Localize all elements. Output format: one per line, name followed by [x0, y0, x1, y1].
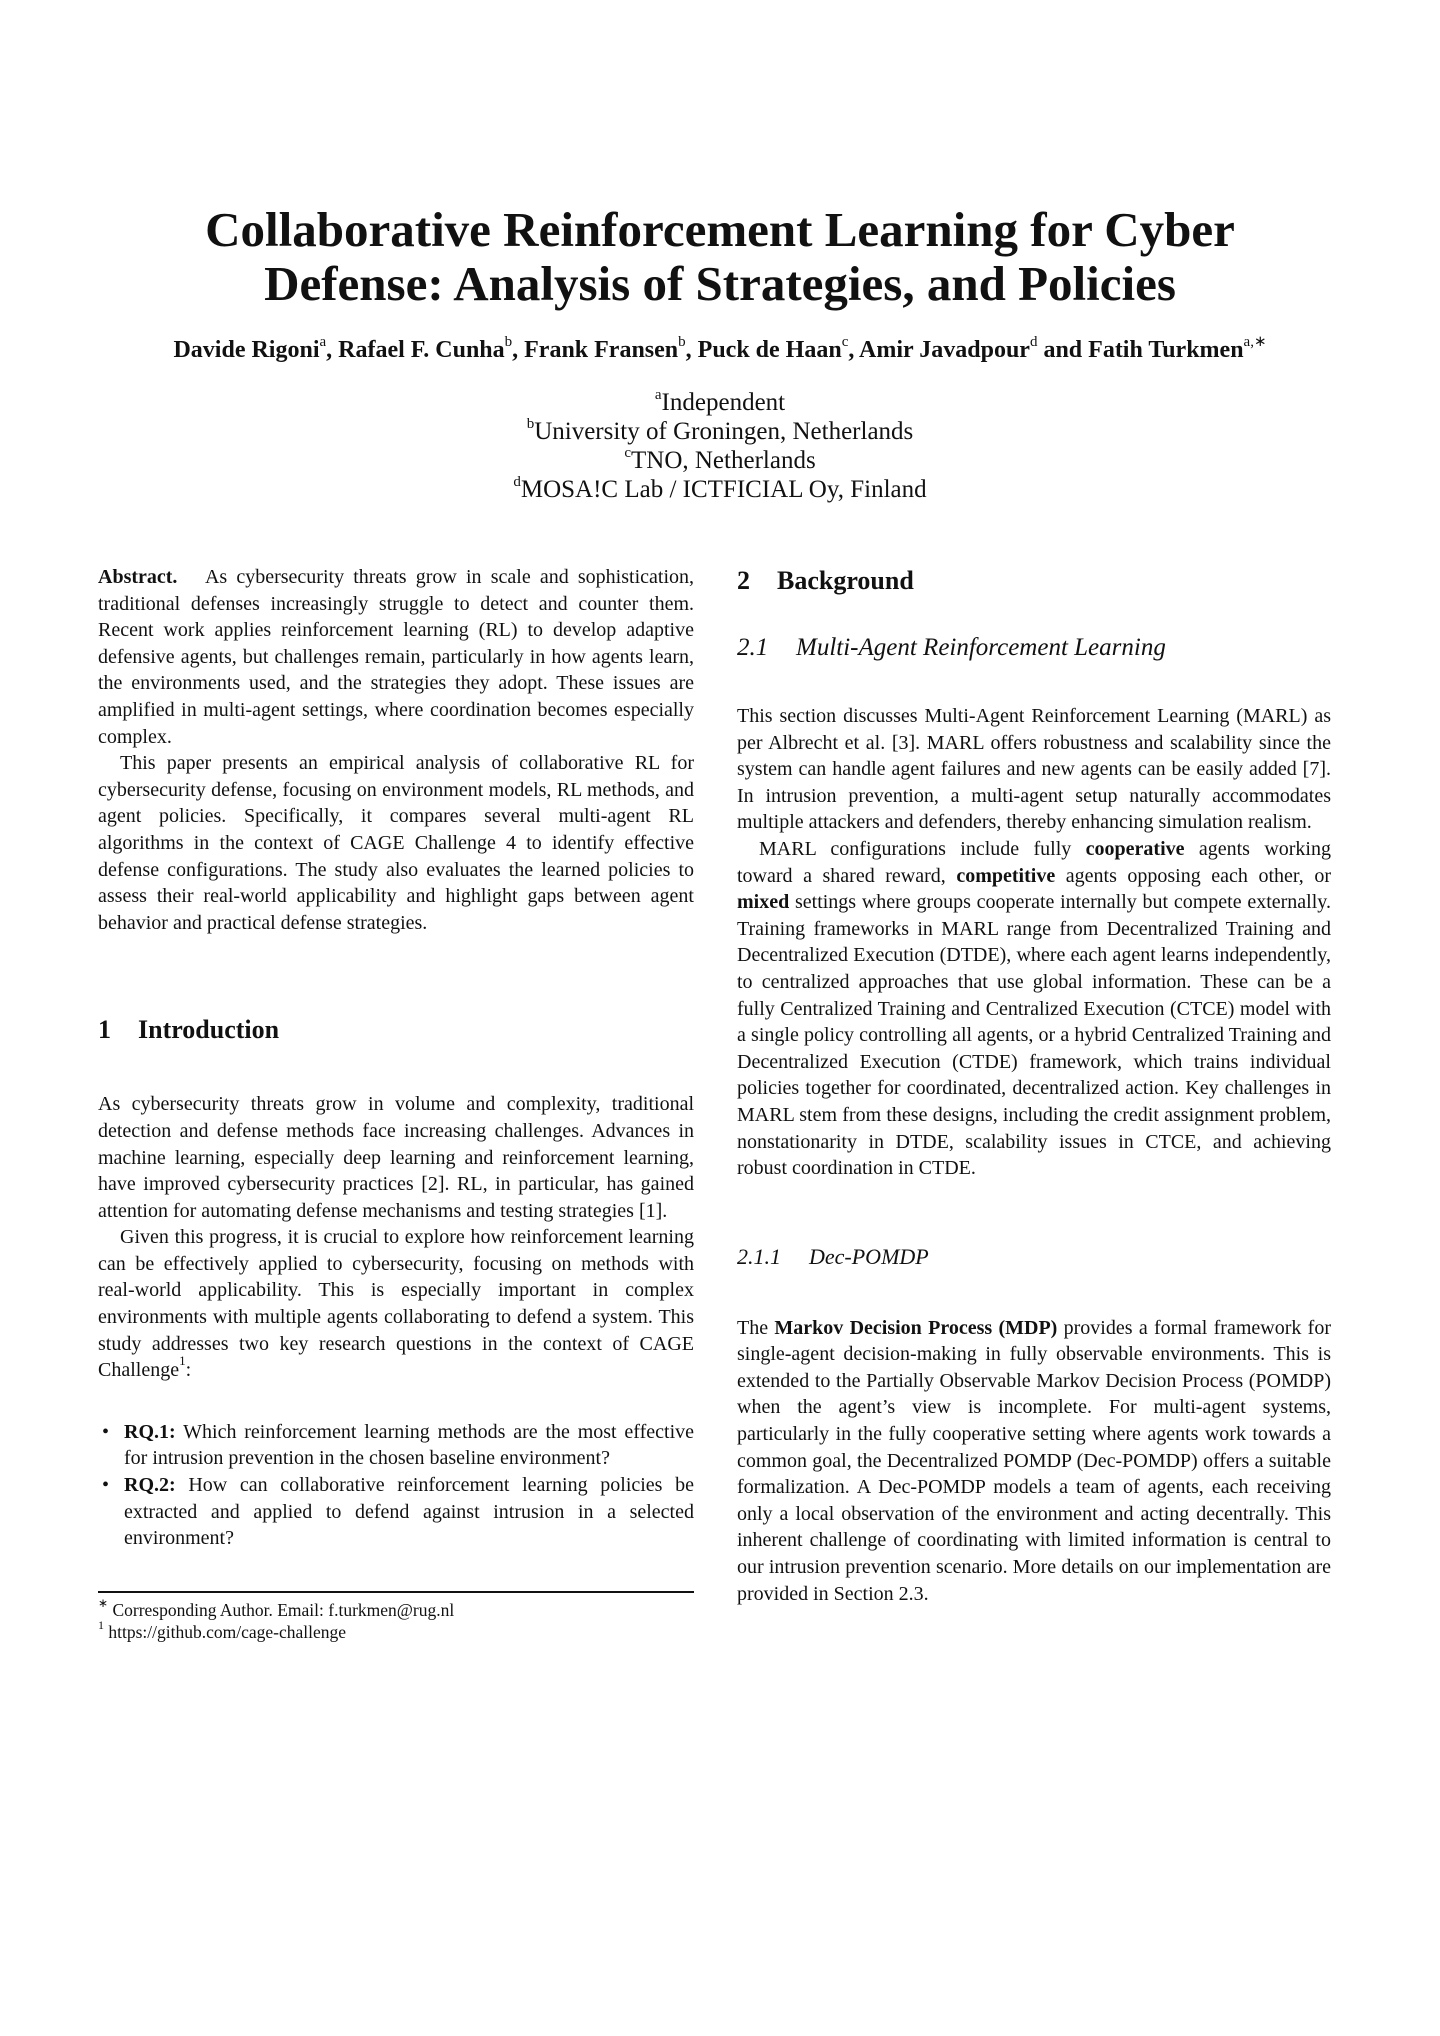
intro-paragraph-2: [98, 1224, 694, 1384]
author-affiliation-mark: b: [678, 334, 686, 350]
footnote: [98, 1617, 694, 1643]
section-heading-introduction: [98, 1013, 694, 1047]
footnote: [98, 1595, 694, 1621]
author-separator: ,: [848, 337, 860, 363]
paper-title-line-2: Defense: Analysis of Strategies, and Policies: [264, 256, 1176, 311]
affiliation: [0, 446, 1440, 475]
dec-pomdp-paragraph: [737, 1315, 1331, 1608]
marl-term-cooperative: cooperative: [1085, 837, 1185, 860]
affiliation-mark: b: [526, 415, 535, 432]
affiliation-mark: d: [513, 473, 521, 490]
marl-term-competitive: competitive: [956, 864, 1056, 887]
footnote-divider: [98, 1591, 694, 1593]
author-affiliation-mark: d: [1029, 334, 1038, 350]
paper-title-line-1: Collaborative Reinforcement Learning for Cyber: [205, 202, 1235, 257]
author-separator: ,: [326, 337, 339, 363]
subsubsection-heading-dec-pomdp: [737, 1242, 1331, 1272]
author-affiliation-mark: a: [319, 334, 327, 350]
affiliation: [0, 475, 1440, 504]
abstract-paragraph-2: This paper presents an empirical analysis of collaborative RL for cybersecurity defense, focusing on environment models, RL methods, and agent policies. Specifically, it compares several multi-agent RL algorithms in the context of CAGE Challenge 4 to identify effective defense configurations. The study also evaluates the learned policies to assess their real-world applicability and highlight gaps between agent behavior and practical defense strategies.: [98, 752, 694, 934]
research-question-list: [98, 1419, 694, 1552]
author-name: Davide Rigoni: [173, 337, 320, 363]
footnote-mark: ∗: [98, 1595, 109, 1610]
marl-text: agents working toward a shared reward,: [737, 837, 1331, 887]
author-separator: ,: [512, 337, 525, 363]
affiliation-mark: c: [624, 444, 631, 461]
intro-paragraph-1: As cybersecurity threats grow in volume and complexity, traditional detection and defense methods face increasing challenges. Advances in machine learning, especially deep learning and reinforcement learning, have improved cybersecurity practices [2]. RL, in particular, has gained attention for automating defense mechanisms and testing strategies [1].: [98, 1093, 694, 1222]
footnote-text: https://github.com/cage-challenge: [104, 1621, 347, 1642]
author-affiliation-mark: c: [841, 334, 849, 350]
marl-paragraph-2: [737, 836, 1331, 1182]
abstract-label: Abstract.: [98, 566, 178, 588]
section-heading-background: [737, 564, 1331, 598]
marl-term-mixed: mixed: [737, 891, 790, 914]
list-item: [98, 1419, 694, 1472]
author-affiliation-mark: b: [504, 334, 513, 350]
rq-label: RQ.1:: [124, 1420, 176, 1443]
marl-text: MARL configurations include fully: [759, 837, 1086, 860]
right-column: [737, 564, 1331, 1607]
affiliation-name: University of Groningen, Netherlands: [534, 418, 914, 445]
rq-label: RQ.2:: [124, 1474, 176, 1497]
dec-pomdp-term-mdp: Markov Decision Process (MDP): [774, 1316, 1058, 1339]
author-affiliation-mark: a,∗: [1243, 334, 1267, 350]
abstract-paragraph-1: [98, 564, 694, 750]
intro-paragraph-2-end: :: [185, 1359, 192, 1382]
dec-pomdp-text: provides a formal framework for single-agent decision-making in fully observable environments. This is extended to the Partially Observable Markov Decision Process (POMDP) when the agent’s view is incomplete. For multi-agent systems, particularly in the fully cooperative setting where agents work towards a common goal, the Decentralized POMDP (Dec-POMDP) offers a suitable formalization. A Dec-POMDP models a team of agents, each receiving only a local observation of the environment and acting decentrally. This inherent challenge of coordinating with limited information is central to our intrusion prevention scenario. More details on our implementation are provided in Section 2.3.: [737, 1316, 1331, 1605]
author-separator: ,: [685, 337, 698, 363]
affiliation-list: [0, 388, 1440, 504]
affiliation: [0, 417, 1440, 446]
rq-text: How can collaborative reinforcement learning policies be extracted and applied to defend against intrusion in a selected environment?: [124, 1474, 694, 1550]
affiliation-mark: a: [654, 386, 662, 403]
affiliation-name: TNO, Netherlands: [631, 447, 816, 474]
affiliation-name: Independent: [661, 389, 786, 416]
affiliation: [0, 388, 1440, 417]
bullet-icon: •: [102, 1474, 110, 1497]
bullet-icon: •: [102, 1420, 110, 1443]
left-column: [98, 564, 694, 1643]
author-name: Fatih Turkmen: [1088, 337, 1244, 363]
section-number: 1: [98, 1015, 111, 1045]
section-title: Introduction: [138, 1015, 280, 1045]
footnote-text: Corresponding Author. Email: f.turkmen@rug.nl: [108, 1599, 455, 1620]
author-name: Rafael F. Cunha: [338, 337, 505, 363]
footnotes: [98, 1595, 694, 1643]
author-name: Frank Fransen: [524, 337, 679, 363]
section-number: 2: [737, 566, 750, 595]
list-item: [98, 1472, 694, 1552]
marl-text: agents opposing each other, or: [1055, 864, 1331, 887]
paper-title: [0, 203, 1440, 311]
subsection-title: Multi-Agent Reinforcement Learning: [796, 634, 1166, 661]
subsubsection-number: 2.1.1: [737, 1243, 781, 1269]
author-name: Puck de Haan: [697, 337, 842, 363]
abstract-text: As cybersecurity threats grow in scale and sophistication, traditional defenses increasingly struggle to detect and counter them. Recent work applies reinforcement learning (RL) to develop adaptive defensive agents, but challenges remain, particularly in how agents learn, the environments used, and the strategies they adopt. These issues are amplified in multi-agent settings, where coordination becomes especially complex.: [98, 566, 695, 748]
intro-paragraph-2-text: Given this progress, it is crucial to explore how reinforcement learning can be effectively applied to cybersecurity, focusing on methods with real-world applicability. This is especially important in complex environments with multiple agents collaborating to defend a system. This study addresses two key research questions in the context of CAGE Challenge: [98, 1226, 694, 1382]
subsection-heading-marl: [737, 632, 1331, 664]
subsection-number: 2.1: [737, 634, 769, 661]
dec-pomdp-text: The: [737, 1316, 775, 1339]
author-name: Amir Javadpour: [859, 337, 1030, 363]
subsubsection-title: Dec-POMDP: [809, 1243, 929, 1269]
rq-text: Which reinforcement learning methods are the most effective for intrusion prevention in the chosen baseline environment?: [124, 1420, 694, 1470]
affiliation-name: MOSA!C Lab / ICTFICIAL Oy, Finland: [520, 476, 927, 503]
section-title: Background: [777, 566, 914, 595]
marl-paragraph-1: This section discusses Multi-Agent Reinforcement Learning (MARL) as per Albrecht et al. [3]. MARL offers robustness and scalability since the system can handle agent failures and new agents can be easily added [7]. In intrusion prevention, a multi-agent setup naturally accommodates multiple attackers and defenders, thereby enhancing simulation realism.: [737, 705, 1331, 834]
footnote-reference: 1: [179, 1352, 186, 1368]
author-separator: and: [1037, 337, 1089, 363]
footnote-mark: 1: [98, 1617, 104, 1632]
marl-text: settings where groups cooperate internally but compete externally. Training frameworks in MARL range from Decentralized Training and Decentralized Execution (DTDE), where each agent learns independently, to centralized approaches that use global information. These can be a fully Centralized Training and Centralized Execution (CTCE) model with a single policy controlling all agents, or a hybrid Centralized Training and Decentralized Execution (CTDE) framework, which trains individual policies together for coordinated, decentralized action. Key challenges in MARL stem from these designs, including the credit assignment problem, nonstationarity in DTDE, scalability issues in CTCE, and achieving robust coordination in CTDE.: [737, 891, 1331, 1180]
author-list: [0, 335, 1440, 365]
